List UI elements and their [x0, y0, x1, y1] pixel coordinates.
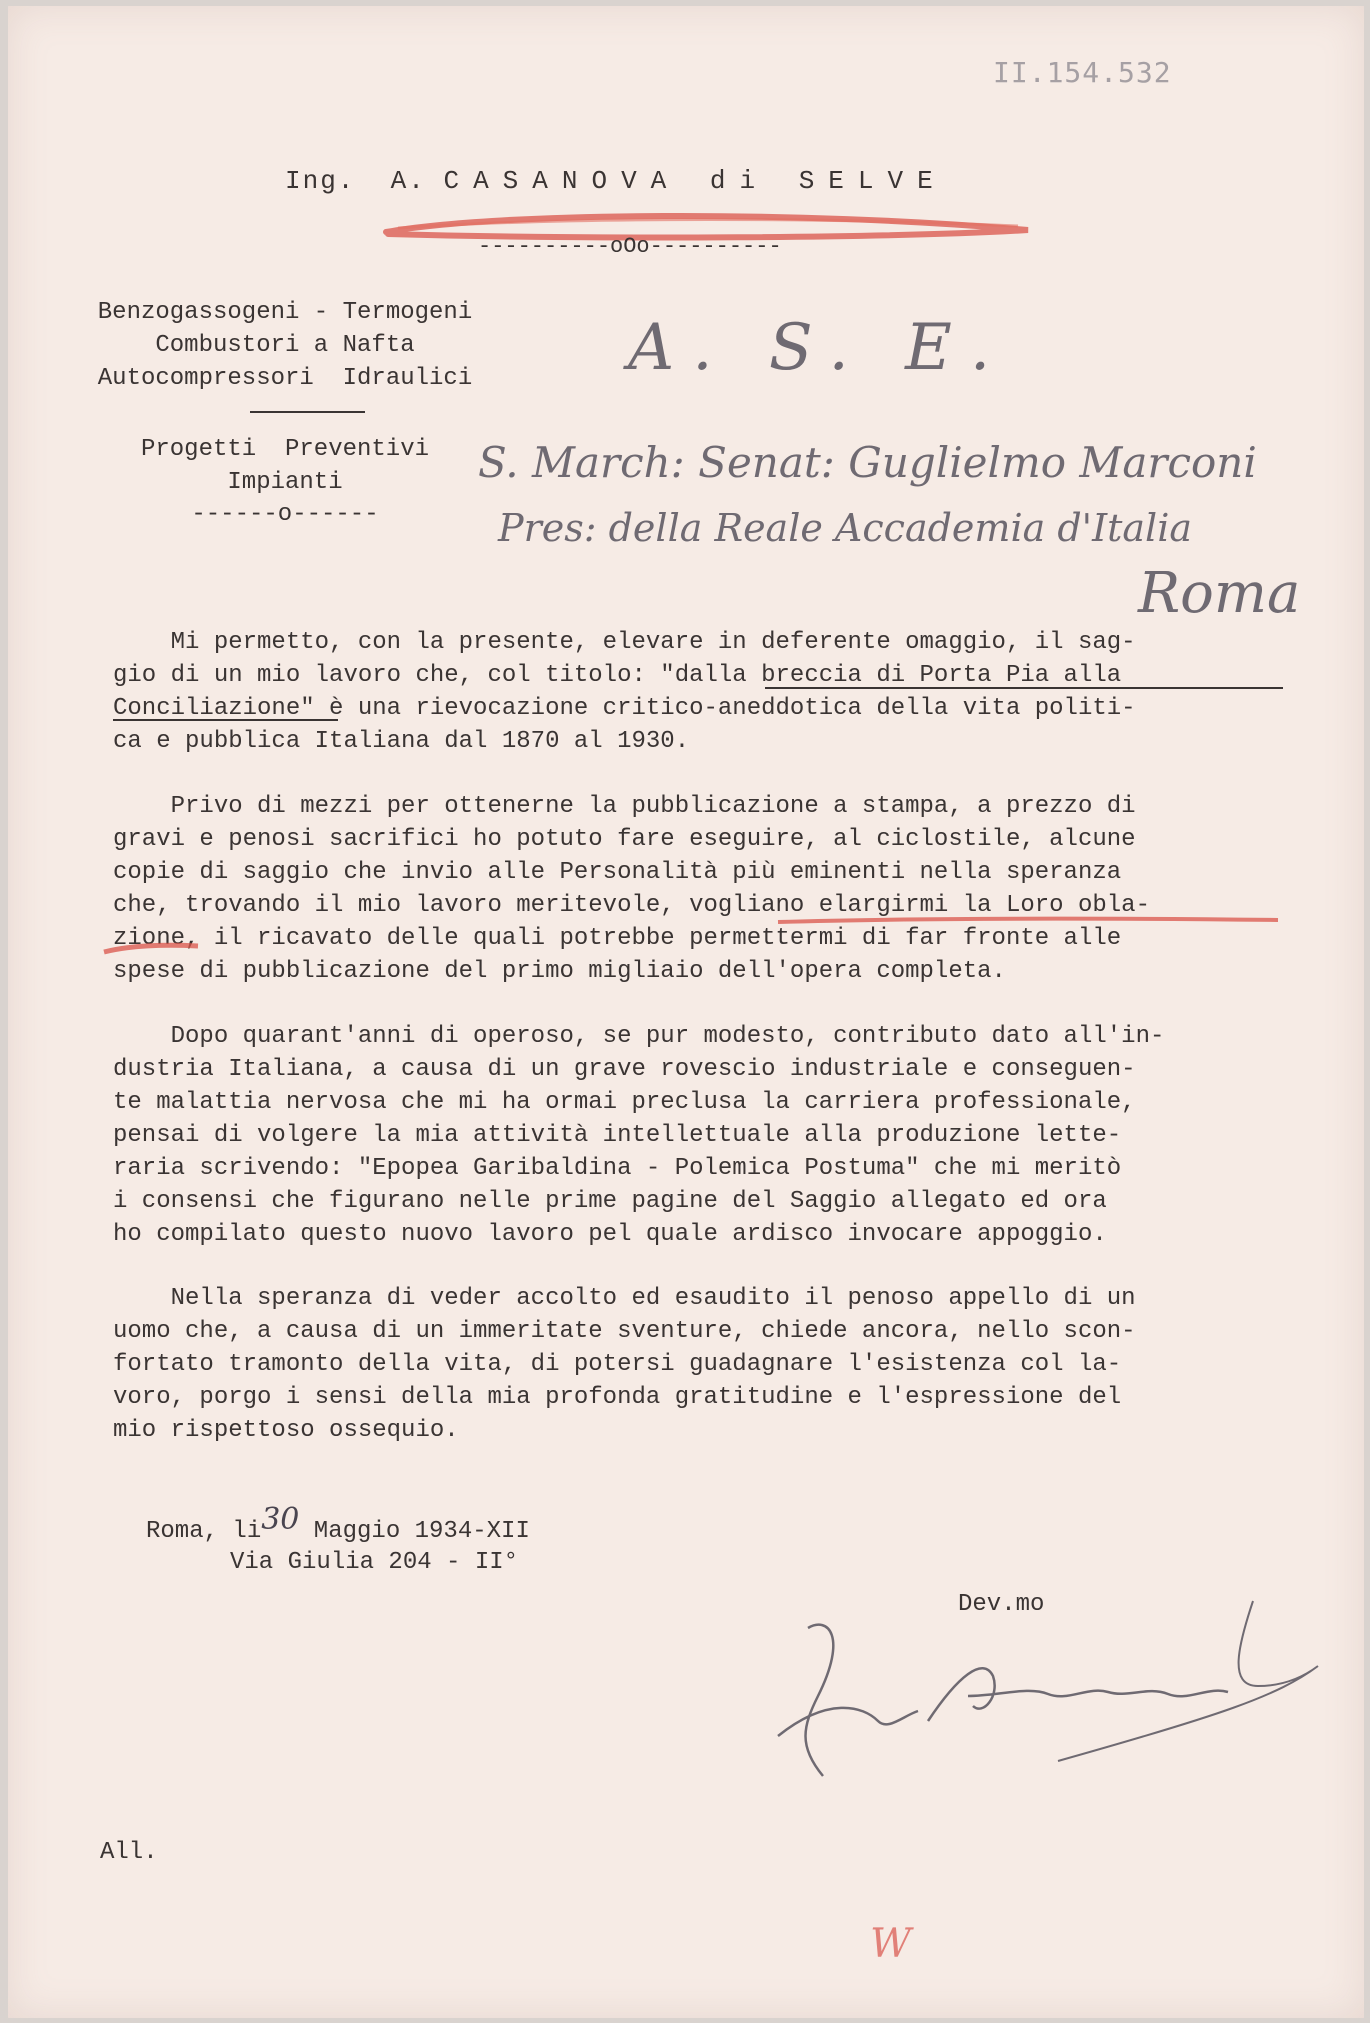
offer-line-1: Progetti Preventivi [140, 436, 430, 463]
letter-page [8, 6, 1364, 2018]
body-p2-line-2: gravi e penosi sacrifici ho potuto fare eseguire, al ciclostile, alcune [113, 826, 1136, 853]
addressee-salutation: A. S. E. [628, 311, 1009, 385]
body-p3-line-4: pensai di volgere la mia attività intellettuale alla produzione lette- [113, 1122, 1122, 1149]
archive-number: II.154.532 [993, 56, 1172, 89]
body-p4-line-2: uomo che, a causa di un immeritate sventure, chiede ancora, nello scon- [113, 1318, 1136, 1345]
body-p4-line-5: mio rispettoso ossequio. [113, 1417, 459, 1444]
body-p1-line-1: Mi permetto, con la presente, elevare in deferente omaggio, il sag- [113, 629, 1136, 656]
title-underline [113, 686, 1293, 736]
services-line-2: Combustori a Nafta [155, 332, 415, 359]
letterhead-prefix: Ing. [285, 166, 356, 196]
addressee-line-2: Pres: della Reale Accademia d'Italia [498, 506, 1193, 550]
oblation-red-underline [98, 906, 1298, 956]
body-p1-line-3: Conciliazione" è una rievocazione critico-aneddotica della vita politi- [113, 695, 1136, 722]
enclosure-note: All. [100, 1839, 158, 1866]
addressee-city: Roma [1138, 561, 1301, 626]
letterhead-surname: CASANOVA di SELVE [443, 166, 947, 196]
letterhead-separator: ----------oOo---------- [478, 234, 782, 259]
body-p3-line-3: te malattia nervosa che mi ha ormai preclusa la carriera professionale, [113, 1089, 1136, 1116]
signature [768, 1546, 1328, 1786]
body-p2-line-3: copie di saggio che invio alle Personalità più eminenti nella speranza [113, 859, 1122, 886]
body-p4-line-3: fortato tramonto della vita, di potersi guadagnare l'esistenza col la- [113, 1351, 1122, 1378]
letterhead-initial: A. [390, 166, 426, 196]
body-p4-line-4: voro, porgo i sensi della mia profonda gratitudine e l'espressione del [113, 1384, 1122, 1411]
body-p3-line-7: ho compilato questo nuovo lavoro pel quale ardisco invocare appoggio. [113, 1221, 1107, 1248]
services-line-3: Autocompressori Idraulici [97, 365, 473, 392]
dateline-rest: Maggio 1934-XII [299, 1518, 530, 1545]
body-p2-line-1: Privo di mezzi per ottenerne la pubblicazione a stampa, a prezzo di [113, 793, 1136, 820]
body-p3-line-1: Dopo quarant'anni di operoso, se pur modesto, contributo dato all'in- [113, 1023, 1165, 1050]
body-p1-line-4: ca e pubblica Italiana dal 1870 al 1930. [113, 728, 690, 755]
dateline-place: Roma, li [146, 1518, 262, 1545]
dateline-day: 30 [261, 1502, 300, 1537]
dateline-address: Via Giulia 204 - II° [230, 1549, 519, 1576]
body-p1-line-2: gio di un mio lavoro che, col titolo: "dalla breccia di Porta Pia alla [113, 662, 1122, 689]
body-p3-line-6: i consensi che figurano nelle prime pagine del Saggio allegato ed ora [113, 1188, 1107, 1215]
body-p2-line-5: zione, il ricavato delle quali potrebbe permettermi di far fronte alle [113, 925, 1122, 952]
dateline [146, 1502, 530, 1548]
addressee-line-1: S. March: Senat: Guglielmo Marconi [478, 438, 1257, 487]
body-p3-line-2: dustria Italiana, a causa di un grave rovescio industriale e conseguen- [113, 1056, 1136, 1083]
services-line-1: Benzogassogeni - Termogeni [97, 299, 473, 326]
offer-separator: ------o------ [191, 501, 379, 528]
closing: Dev.mo [958, 1591, 1045, 1618]
body-p4-line-1: Nella speranza di veder accolto ed esaudito il penoso appello di un [113, 1285, 1136, 1312]
body-p2-line-6: spese di pubblicazione del primo migliaio dell'opera completa. [113, 958, 1006, 985]
bottom-red-mark: W [870, 1921, 912, 1967]
offer-line-2: Impianti [227, 469, 343, 496]
letterhead [285, 166, 947, 196]
body-p3-line-5: raria scrivendo: "Epopea Garibaldina - Polemica Postuma" che mi meritò [113, 1155, 1122, 1182]
services-rule [250, 411, 365, 413]
body-p2-line-4: che, trovando il mio lavoro meritevole, vogliano elargirmi la Loro obla- [113, 892, 1150, 919]
